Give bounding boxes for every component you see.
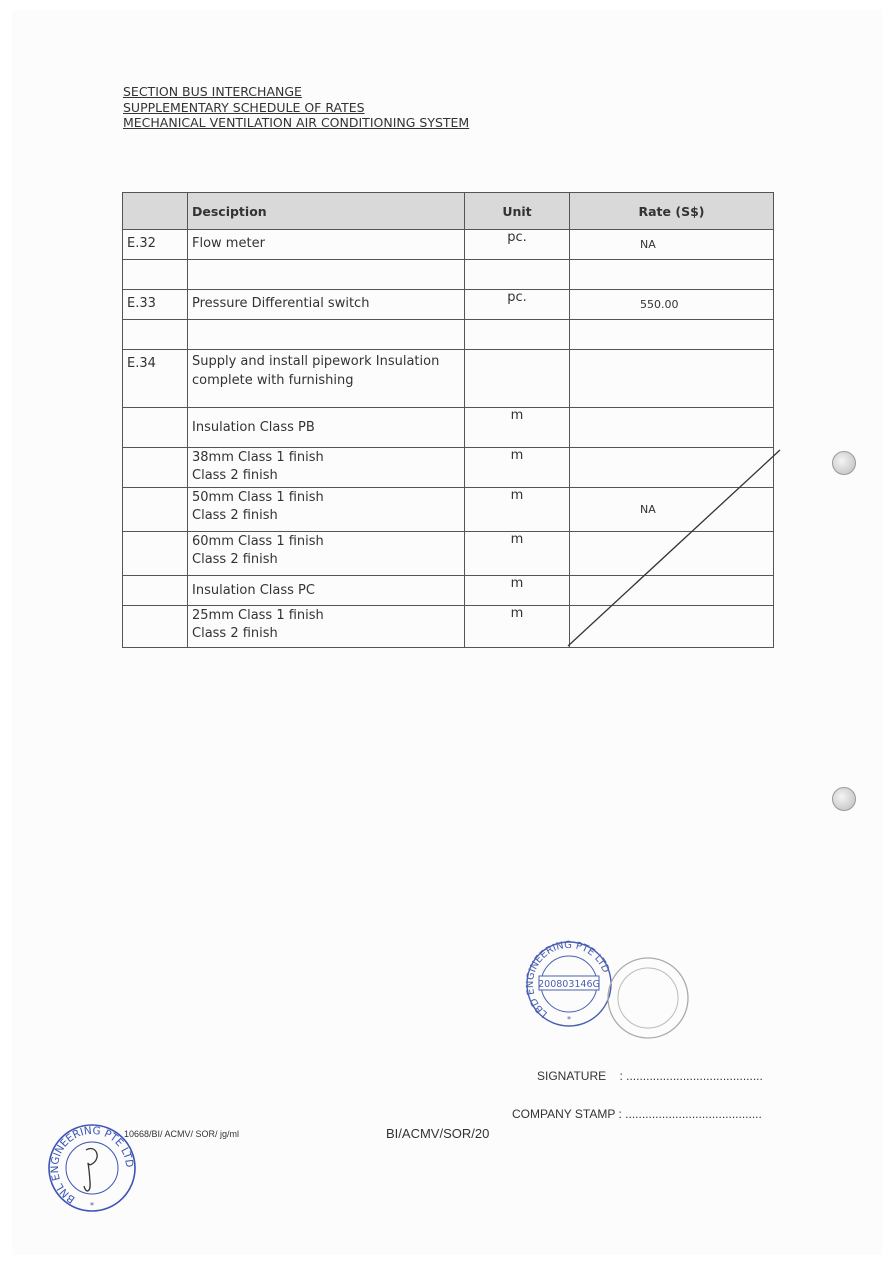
table-row (123, 230, 774, 260)
item-unit: m (465, 576, 570, 606)
item-rate (570, 408, 774, 448)
svg-text:*: * (567, 1015, 571, 1024)
item-rate: 550.00 (570, 290, 774, 320)
strike-through-line (566, 448, 786, 648)
col-description-header: Desciption (188, 193, 465, 230)
col-rate-header: Rate (S$) (570, 193, 774, 230)
col-code-header (123, 193, 188, 230)
table-row-spacer (123, 320, 774, 350)
table-row (123, 350, 774, 408)
table-row (123, 408, 774, 448)
table-header-row (123, 193, 774, 230)
item-description: Insulation Class PB (188, 408, 465, 448)
svg-text:LBD ENGINEERING PTE LTD: LBD ENGINEERING PTE LTD (525, 939, 612, 1020)
punch-hole (832, 451, 856, 475)
reference-number: BI/ACMV/SOR/20 (386, 1126, 490, 1141)
item-description: 25mm Class 1 finish Class 2 finish (188, 606, 465, 648)
item-description: Supply and install pipework Insulation complete with furnishing (188, 350, 465, 408)
faint-company-stamp (598, 955, 698, 1045)
item-code: E.33 (123, 290, 188, 320)
signature-line: SIGNATURE : ......................................... (537, 1069, 763, 1083)
reference-number-small: 10668/BI/ ACMV/ SOR/ jg/ml (124, 1129, 240, 1139)
item-description: 38mm Class 1 finish Class 2 finish (188, 448, 465, 488)
item-unit: m (465, 448, 570, 488)
item-unit: m (465, 532, 570, 576)
document-header (123, 84, 469, 131)
svg-text:BNL ENGINEERING PTE LTD: BNL ENGINEERING PTE LTD (48, 1124, 136, 1206)
item-code: E.32 (123, 230, 188, 260)
item-unit: m (465, 488, 570, 532)
item-description: Pressure Differential switch (188, 290, 465, 320)
item-description: 50mm Class 1 finish Class 2 finish (188, 488, 465, 532)
company-stamp-line: COMPANY STAMP : ......................................... (512, 1107, 762, 1121)
item-unit (465, 350, 570, 408)
table-row (123, 290, 774, 320)
item-rate: NA (570, 488, 774, 532)
svg-text:*: * (90, 1201, 94, 1210)
svg-text:200803146G: 200803146G (538, 979, 600, 990)
header-line-1: SECTION BUS INTERCHANGE (123, 84, 302, 99)
item-unit: pc. (465, 290, 570, 320)
item-rate (570, 350, 774, 408)
header-line-3: MECHANICAL VENTILATION AIR CONDITIONING SYSTEM (123, 115, 470, 130)
punch-hole (832, 787, 856, 811)
col-unit-header: Unit (465, 193, 570, 230)
header-line-2: SUPPLEMENTARY SCHEDULE OF RATES (123, 99, 365, 115)
item-description: Insulation Class PC (188, 576, 465, 606)
item-unit: m (465, 606, 570, 648)
item-description: Flow meter (188, 230, 465, 260)
item-unit: pc. (465, 230, 570, 260)
table-row-spacer (123, 260, 774, 290)
item-rate: NA (570, 230, 774, 260)
item-description: 60mm Class 1 finish Class 2 finish (188, 532, 465, 576)
item-unit: m (465, 408, 570, 448)
item-code: E.34 (123, 350, 188, 408)
